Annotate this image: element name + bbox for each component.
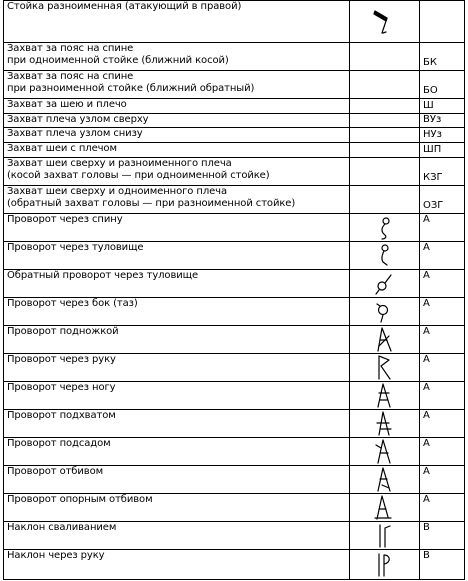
technique-code: НУз xyxy=(423,129,442,140)
table-row xyxy=(3,493,465,521)
technique-name: Проворот подхватом xyxy=(7,410,116,421)
technique-symbol xyxy=(349,98,419,113)
lift-turn-icon xyxy=(369,436,399,466)
technique-code xyxy=(419,0,465,42)
technique-symbol xyxy=(349,42,419,70)
technique-symbol xyxy=(349,213,419,241)
trip-turn-icon xyxy=(369,324,399,354)
technique-name: Проворот подножкой xyxy=(7,326,119,337)
technique-code: В xyxy=(423,522,430,533)
technique-name: Проворот подсадом xyxy=(7,438,111,449)
technique-symbol xyxy=(349,381,419,409)
technique-code: КЗГ xyxy=(423,172,443,183)
beat-turn-icon xyxy=(369,464,399,494)
technique-code: А xyxy=(423,354,430,365)
technique-code: А xyxy=(423,494,430,505)
technique-symbol xyxy=(349,157,419,185)
technique-symbol xyxy=(349,142,419,157)
technique-symbol xyxy=(349,437,419,465)
technique-code: А xyxy=(423,466,430,477)
technique-name: Проворот через туловище xyxy=(7,242,144,253)
technique-symbol xyxy=(349,549,419,579)
technique-code: ВУз xyxy=(423,114,442,125)
technique-code: В xyxy=(423,550,430,561)
technique-symbol xyxy=(349,0,419,42)
technique-name: Захват плеча узлом сверху xyxy=(7,114,149,125)
table-row xyxy=(3,465,465,493)
technique-symbol xyxy=(349,465,419,493)
technique-symbol xyxy=(349,185,419,213)
technique-name: Захват за пояс на спине при разноименной стойке (ближний обратный) xyxy=(7,71,255,94)
table-row xyxy=(3,42,465,70)
technique-code: ШП xyxy=(423,144,442,155)
technique-code: А xyxy=(423,382,430,393)
table-row xyxy=(3,269,465,297)
technique-code: А xyxy=(423,326,430,337)
table-row xyxy=(3,98,465,113)
table-row xyxy=(3,353,465,381)
arm-turn-icon xyxy=(369,352,399,382)
technique-symbol xyxy=(349,493,419,521)
technique-name: Проворот через спину xyxy=(7,214,123,225)
technique-name: Проворот отбивом xyxy=(7,466,104,477)
technique-name: Захват плеча узлом снизу xyxy=(7,128,143,139)
technique-name: Стойка разноименная (атакующий в правой) xyxy=(7,1,242,12)
tilt-arm-icon xyxy=(369,549,399,579)
table-row xyxy=(3,297,465,325)
technique-name: Проворот через бок (таз) xyxy=(7,298,138,309)
technique-symbol xyxy=(349,241,419,269)
turn-back-icon xyxy=(369,212,399,242)
leg-turn-icon xyxy=(369,380,399,410)
techniques-table xyxy=(3,0,465,581)
technique-code: А xyxy=(423,410,430,421)
table-row xyxy=(3,70,465,98)
technique-name: Наклон через руку xyxy=(7,550,105,561)
technique-code: А xyxy=(423,214,430,225)
technique-symbol xyxy=(349,521,419,549)
technique-code: Ш xyxy=(423,100,434,111)
table-row xyxy=(3,381,465,409)
technique-symbol xyxy=(349,127,419,142)
technique-name: Захват за пояс на спине при одноименной стойке (ближний косой) xyxy=(7,43,229,66)
technique-code: БК xyxy=(423,57,437,68)
table-row xyxy=(3,157,465,185)
technique-symbol xyxy=(349,409,419,437)
technique-symbol xyxy=(349,269,419,297)
technique-symbol xyxy=(349,353,419,381)
technique-name: Захват шеи сверху и одноименного плеча (обратный захват головы — при разноименной стойке) xyxy=(7,186,296,209)
table-row xyxy=(3,549,465,579)
technique-code: А xyxy=(423,438,430,449)
hook-turn-icon xyxy=(369,408,399,438)
table-row xyxy=(3,113,465,127)
table-row xyxy=(3,127,465,142)
technique-name: Проворот опорным отбивом xyxy=(7,494,153,505)
technique-symbol xyxy=(349,325,419,353)
technique-name: Захват шеи сверху и разноименного плеча (косой захват головы — при одноименной стойке) xyxy=(7,158,270,181)
technique-code: А xyxy=(423,270,430,281)
technique-name: Проворот через руку xyxy=(7,354,116,365)
technique-code: БО xyxy=(423,85,438,96)
technique-name: Проворот через ногу xyxy=(7,382,116,393)
technique-name: Обратный проворот через туловище xyxy=(7,270,199,281)
table-row xyxy=(3,521,465,549)
turn-hip-icon xyxy=(369,296,399,326)
technique-code: А xyxy=(423,242,430,253)
technique-code: ОЗГ xyxy=(423,200,444,211)
technique-name: Захват за шею и плечо xyxy=(7,99,127,110)
technique-symbol xyxy=(349,113,419,127)
table-row xyxy=(3,409,465,437)
table-row xyxy=(3,325,465,353)
table-row xyxy=(3,437,465,465)
technique-name: Наклон сваливанием xyxy=(7,522,117,533)
technique-symbol xyxy=(349,70,419,98)
table-row xyxy=(3,241,465,269)
turn-torso-icon xyxy=(369,240,399,270)
tilt-drop-icon xyxy=(369,520,399,550)
support-beat-turn-icon xyxy=(369,492,399,522)
technique-name: Захват шеи с плечом xyxy=(7,143,117,154)
technique-symbol xyxy=(349,297,419,325)
stance-icon xyxy=(369,6,399,36)
reverse-turn-icon xyxy=(369,268,399,298)
table-row xyxy=(3,142,465,157)
table-row xyxy=(3,0,465,42)
table-row xyxy=(3,213,465,241)
technique-code: А xyxy=(423,298,430,309)
table-row xyxy=(3,185,465,213)
